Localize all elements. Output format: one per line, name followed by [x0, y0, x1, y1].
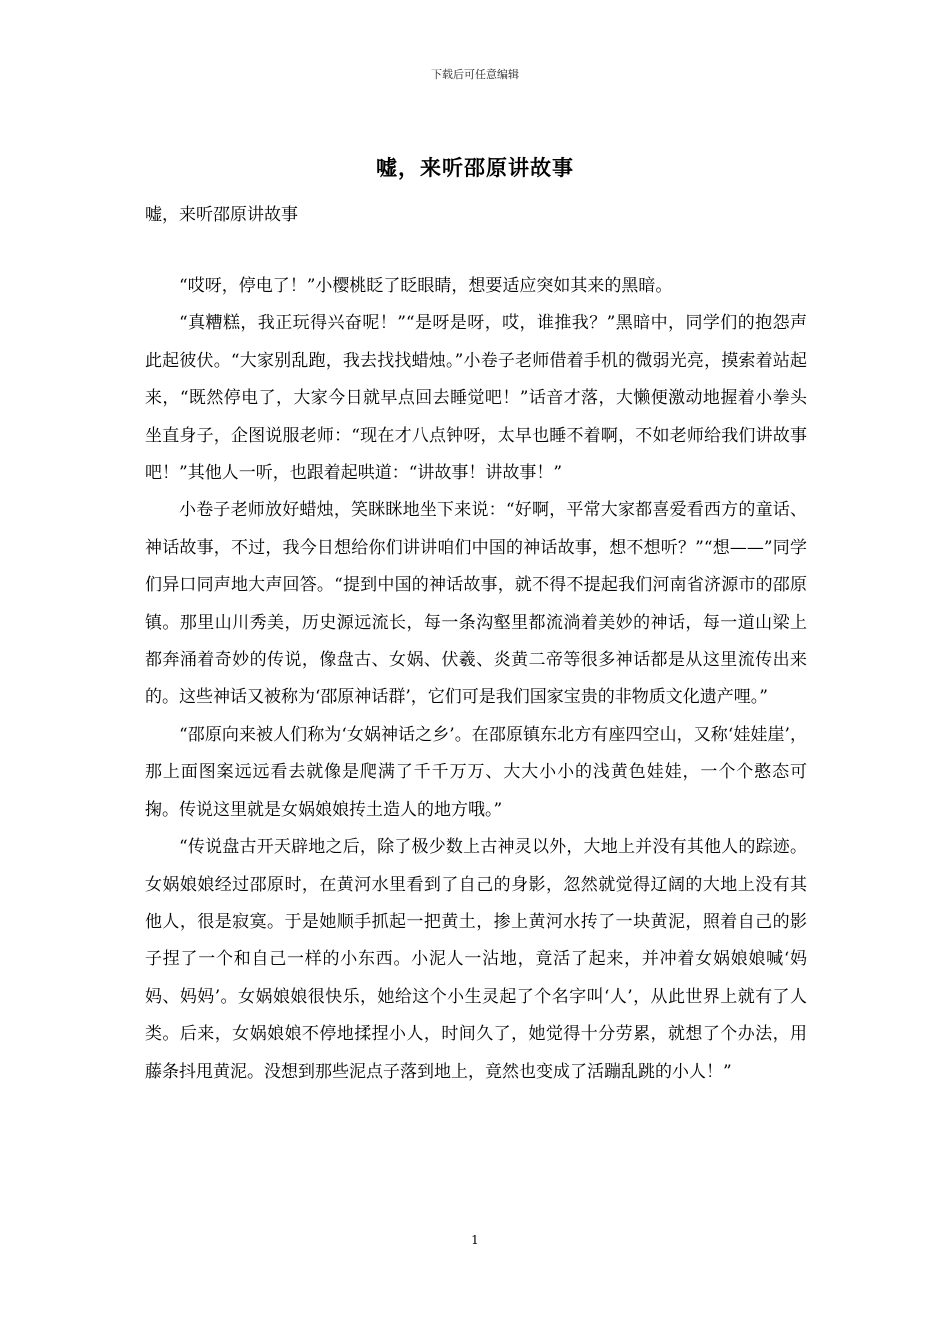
document-title: 嘘，来听邵原讲故事	[376, 155, 574, 180]
paragraph-2: “真糟糕，我正玩得兴奋呢！”“是呀是呀，哎，谁推我？”黑暗中，同学们的抱怨声此起彼伏。“大家别乱跑，我去找找蜡烛。”小卷子老师借着手机的微弱光亮，摸索着站起来，“既然停电了，大家今日就早点回去睡觉吧！”话音才落，大懒便激动地握着小拳头坐直身子，企图说服老师：“现在才八点钟呀，太早也睡不着啊，不如老师给我们讲故事吧！”其他人一听，也跟着起哄道：“讲故事！讲故事！”	[145, 313, 807, 484]
header-note: 下载后可任意编辑	[431, 68, 519, 81]
page-number: 1	[471, 1233, 479, 1247]
document-subtitle: 嘘，来听邵原讲故事	[145, 205, 298, 225]
document-body	[145, 268, 807, 1091]
paragraph-4: “邵原向来被人们称为‘女娲神话之乡’。在邵原镇东北方有座四空山，又称‘娃娃崖’，那上面图案远远看去就像是爬满了千千万万、大大小小的浅黄色娃娃，一个个憨态可掬。传说这里就是女娲娘娘抟土造人的地方哦。”	[145, 724, 807, 820]
paragraph-3: 小卷子老师放好蜡烛，笑眯眯地坐下来说：“好啊，平常大家都喜爱看西方的童话、神话故事，不过，我今日想给你们讲讲咱们中国的神话故事，想不想听？”“想——”同学们异口同声地大声回答。“提到中国的神话故事，就不得不提起我们河南省济源市的邵原镇。那里山川秀美，历史源远流长，每一条沟壑里都流淌着美妙的神话，每一道山梁上都奔涌着奇妙的传说，像盘古、女娲、伏羲、炎黄二帝等很多神话都是从这里流传出来的。这些神话又被称为‘邵原神话群’，它们可是我们国家宝贵的非物质文化遗产哩。”	[145, 500, 807, 708]
paragraph-5: “传说盘古开天辟地之后，除了极少数上古神灵以外，大地上并没有其他人的踪迹。女娲娘娘经过邵原时，在黄河水里看到了自己的身影，忽然就觉得辽阔的大地上没有其他人，很是寂寞。于是她顺手抓起一把黄土，掺上黄河水抟了一块黄泥，照着自己的影子捏了一个和自己一样的小东西。小泥人一沾地，竟活了起来，并冲着女娲娘娘喊‘妈妈、妈妈’。女娲娘娘很快乐，她给这个小生灵起了个名字叫‘人’，从此世界上就有了人类。后来，女娲娘娘不停地揉捏小人，时间久了，她觉得十分劳累，就想了个办法，用藤条抖甩黄泥。没想到那些泥点子落到地上，竟然也变成了活蹦乱跳的小人！”	[145, 837, 807, 1082]
paragraph-1: “哎呀，停电了！”小樱桃眨了眨眼睛，想要适应突如其来的黑暗。	[179, 276, 673, 296]
